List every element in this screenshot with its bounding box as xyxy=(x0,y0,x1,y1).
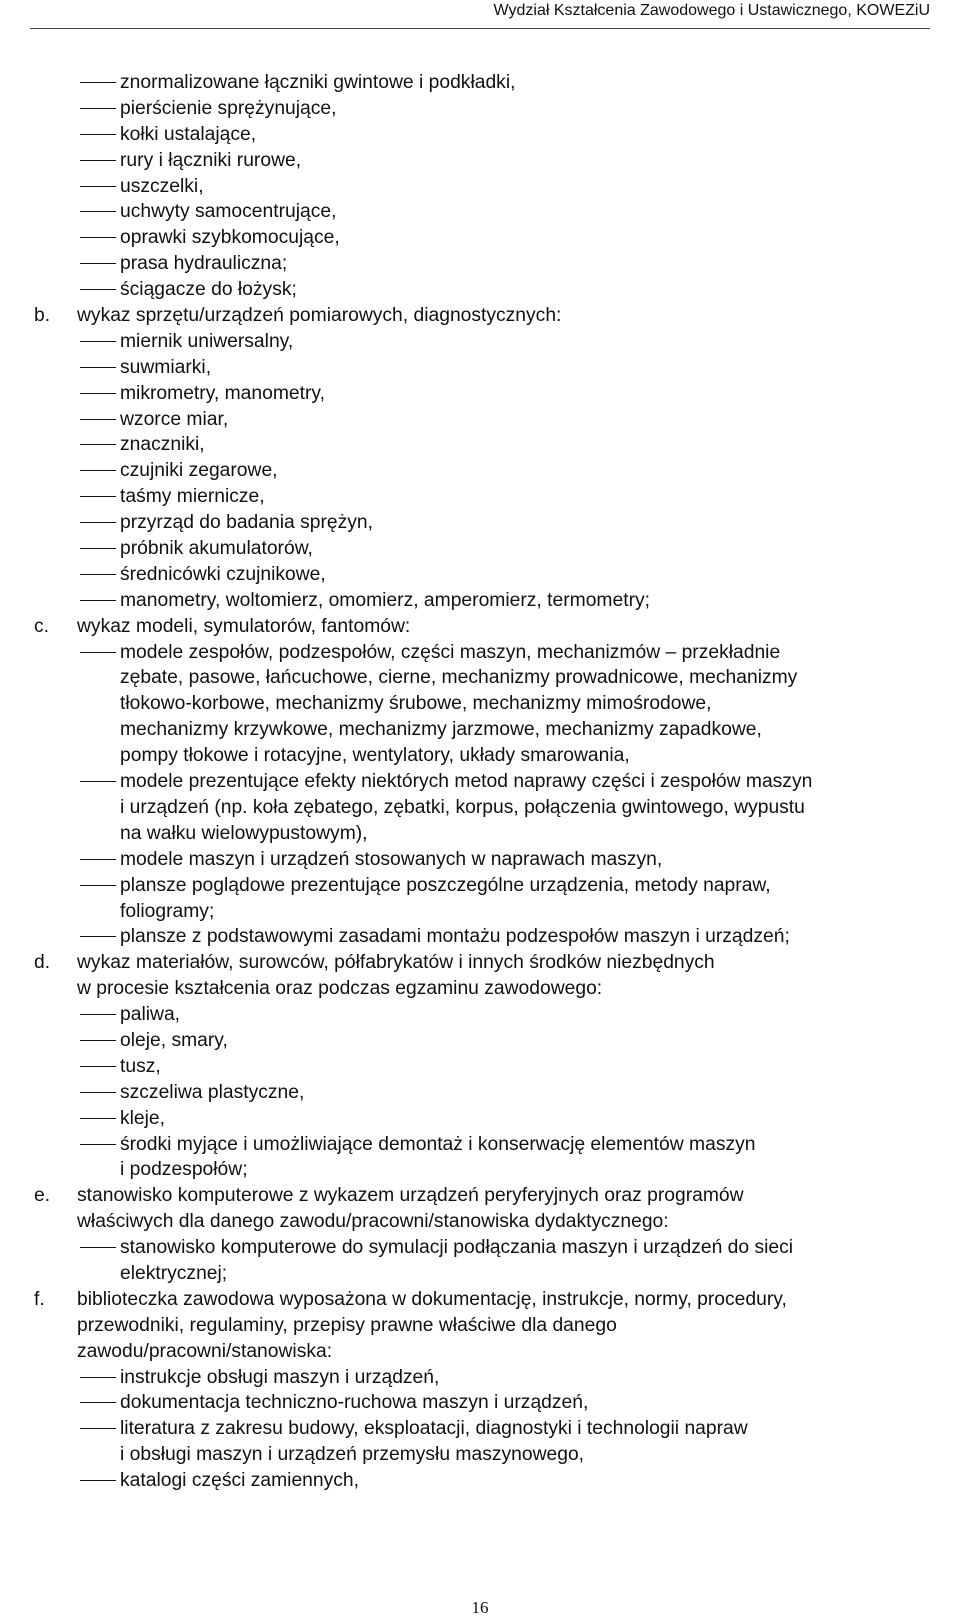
line-text: zębate, pasowe, łańcuchowe, cierne, mechanizmy prowadnicowe, mechanizmy xyxy=(120,667,798,689)
line-text: instrukcje obsługi maszyn i urządzeń, xyxy=(120,1366,440,1388)
bullet-dash xyxy=(80,781,116,782)
list-item xyxy=(0,536,960,562)
bullet-dash xyxy=(80,574,116,575)
line-text: prasa hydrauliczna; xyxy=(120,253,288,275)
bullet-dash xyxy=(80,1040,116,1041)
line-text: modele zespołów, podzespołów, części maszyn, mechanizmów – przekładnie xyxy=(120,641,781,663)
bullet-dash xyxy=(80,859,116,860)
line-text: rury i łączniki rurowe, xyxy=(120,149,302,171)
line-text: środki myjące i umożliwiające demontaż i konserwację elementów maszyn xyxy=(120,1133,756,1155)
bullet-dash xyxy=(80,1428,116,1429)
line-text: plansze poglądowe prezentujące poszczególne urządzenia, metody napraw, xyxy=(120,874,771,896)
list-item xyxy=(0,329,960,355)
section-marker: c. xyxy=(34,615,49,637)
list-item xyxy=(0,148,960,174)
line-text: znaczniki, xyxy=(120,434,205,456)
line-text: miernik uniwersalny, xyxy=(120,330,294,352)
line-text: katalogi części zamiennych, xyxy=(120,1470,359,1492)
bullet-dash xyxy=(80,470,116,471)
list-item xyxy=(0,225,960,251)
line-text: próbnik akumulatorów, xyxy=(120,538,313,560)
list-item-continuation xyxy=(0,821,960,847)
line-text: elektrycznej; xyxy=(120,1262,228,1284)
section-marker: f. xyxy=(34,1288,45,1310)
line-text: literatura z zakresu budowy, eksploatacji, diagnostyki i technologii napraw xyxy=(120,1418,748,1440)
list-item-continuation xyxy=(0,1261,960,1287)
line-text: manometry, woltomierz, omomierz, amperomierz, termometry; xyxy=(120,589,650,611)
line-text: tłokowo-korbowe, mechanizmy śrubowe, mechanizmy mimośrodowe, xyxy=(120,693,712,715)
bullet-dash xyxy=(80,419,116,420)
list-item-continuation xyxy=(0,976,960,1002)
list-item xyxy=(0,122,960,148)
list-item xyxy=(0,1235,960,1261)
section-marker: e. xyxy=(34,1185,51,1207)
line-text: dokumentacja techniczno-ruchowa maszyn i urządzeń, xyxy=(120,1392,589,1414)
line-text: tusz, xyxy=(120,1055,161,1077)
list-item-continuation xyxy=(0,1209,960,1235)
list-item xyxy=(0,174,960,200)
list-item xyxy=(0,1416,960,1442)
bullet-dash xyxy=(80,1480,116,1481)
list-item xyxy=(0,1080,960,1106)
bullet-dash xyxy=(80,444,116,445)
bullet-dash xyxy=(80,1377,116,1378)
line-text: i obsługi maszyn i urządzeń przemysłu maszynowego, xyxy=(120,1444,585,1466)
line-text: średnicówki czujnikowe, xyxy=(120,563,326,585)
list-item xyxy=(0,510,960,536)
line-text: suwmiarki, xyxy=(120,356,212,378)
list-item xyxy=(0,277,960,303)
bullet-dash xyxy=(80,186,116,187)
list-item xyxy=(0,588,960,614)
line-text: przewodniki, regulaminy, przepisy prawne właściwe dla danego xyxy=(77,1314,617,1336)
line-text: mechanizmy krzywkowe, mechanizmy jarzmowe, mechanizmy zapadkowe, xyxy=(120,719,762,741)
line-text: wykaz sprzętu/urządzeń pomiarowych, diagnostycznych: xyxy=(77,305,562,327)
list-item xyxy=(0,924,960,950)
list-item xyxy=(0,873,960,899)
list-item xyxy=(0,407,960,433)
bullet-dash xyxy=(80,263,116,264)
bullet-dash xyxy=(80,367,116,368)
line-text: stanowisko komputerowe z wykazem urządzeń peryferyjnych oraz programów xyxy=(77,1185,744,1207)
list-item xyxy=(0,1054,960,1080)
line-text: właściwych dla danego zawodu/pracowni/stanowiska dydaktycznego: xyxy=(77,1211,669,1233)
line-text: przyrząd do badania sprężyn, xyxy=(120,512,373,534)
line-text: uchwyty samocentrujące, xyxy=(120,201,337,223)
list-item xyxy=(0,1028,960,1054)
list-item xyxy=(0,484,960,510)
bullet-dash xyxy=(80,393,116,394)
list-item xyxy=(0,769,960,795)
list-item xyxy=(0,1365,960,1391)
list-item xyxy=(0,1468,960,1494)
bullet-dash xyxy=(80,522,116,523)
list-item xyxy=(0,381,960,407)
bullet-dash xyxy=(80,82,116,83)
list-item-continuation xyxy=(0,1157,960,1183)
section-heading xyxy=(0,303,960,329)
line-text: czujniki zegarowe, xyxy=(120,460,278,482)
list-item-continuation xyxy=(0,1442,960,1468)
line-text: oleje, smary, xyxy=(120,1029,228,1051)
list-item xyxy=(0,847,960,873)
list-item xyxy=(0,458,960,484)
line-text: i urządzeń (np. koła zębatego, zębatki, korpus, połączenia gwintowego, wypustu xyxy=(120,796,805,818)
line-text: pompy tłokowe i rotacyjne, wentylatory, układy smarowania, xyxy=(120,745,630,767)
line-text: mikrometry, manometry, xyxy=(120,382,325,404)
list-item xyxy=(0,96,960,122)
line-text: na wałku wielowypustowym), xyxy=(120,822,368,844)
list-item-continuation xyxy=(0,899,960,925)
line-text: wzorce miar, xyxy=(120,408,229,430)
line-text: oprawki szybkomocujące, xyxy=(120,227,340,249)
line-text: biblioteczka zawodowa wyposażona w dokumentację, instrukcje, normy, procedury, xyxy=(77,1288,787,1310)
bullet-dash xyxy=(80,1402,116,1403)
list-item xyxy=(0,1106,960,1132)
list-item xyxy=(0,251,960,277)
bullet-dash xyxy=(80,289,116,290)
list-item-continuation xyxy=(0,743,960,769)
line-text: paliwa, xyxy=(120,1004,181,1026)
bullet-dash xyxy=(80,496,116,497)
line-text: ściągacze do łożysk; xyxy=(120,279,297,301)
bullet-dash xyxy=(80,134,116,135)
bullet-dash xyxy=(80,160,116,161)
line-text: plansze z podstawowymi zasadami montażu podzespołów maszyn i urządzeń; xyxy=(120,926,790,948)
page-header: Wydział Kształcenia Zawodowego i Ustawicznego, KOWEZiU xyxy=(493,2,930,19)
bullet-dash xyxy=(80,885,116,886)
bullet-dash xyxy=(80,1247,116,1248)
header-rule xyxy=(30,28,930,29)
line-text: kołki ustalające, xyxy=(120,123,257,145)
line-text: i podzespołów; xyxy=(120,1159,248,1181)
line-text: modele maszyn i urządzeń stosowanych w naprawach maszyn, xyxy=(120,848,663,870)
list-item xyxy=(0,199,960,225)
list-item-continuation xyxy=(0,795,960,821)
bullet-dash xyxy=(80,211,116,212)
line-text: w procesie kształcenia oraz podczas egzaminu zawodowego: xyxy=(77,978,603,1000)
document-body xyxy=(0,70,960,1494)
bullet-dash xyxy=(80,936,116,937)
list-item xyxy=(0,432,960,458)
list-item xyxy=(0,355,960,381)
bullet-dash xyxy=(80,108,116,109)
line-text: szczeliwa plastyczne, xyxy=(120,1081,305,1103)
section-marker: b. xyxy=(34,305,51,327)
line-text: wykaz materiałów, surowców, półfabrykatów i innych środków niezbędnych xyxy=(77,952,715,974)
section-heading xyxy=(0,614,960,640)
line-text: uszczelki, xyxy=(120,175,204,197)
bullet-dash xyxy=(80,600,116,601)
bullet-dash xyxy=(80,652,116,653)
line-text: kleje, xyxy=(120,1107,166,1129)
list-item-continuation xyxy=(0,1313,960,1339)
line-text: pierścienie sprężynujące, xyxy=(120,97,337,119)
bullet-dash xyxy=(80,1066,116,1067)
list-item-continuation xyxy=(0,717,960,743)
list-item xyxy=(0,1002,960,1028)
section-heading xyxy=(0,1183,960,1209)
bullet-dash xyxy=(80,1092,116,1093)
bullet-dash xyxy=(80,1144,116,1145)
line-text: modele prezentujące efekty niektórych metod naprawy części i zespołów maszyn xyxy=(120,771,813,793)
list-item-continuation xyxy=(0,691,960,717)
page-number: 16 xyxy=(471,1598,489,1617)
line-text: foliogramy; xyxy=(120,900,215,922)
bullet-dash xyxy=(80,1014,116,1015)
section-heading xyxy=(0,1287,960,1313)
section-marker: d. xyxy=(34,952,51,974)
list-item xyxy=(0,70,960,96)
line-text: znormalizowane łączniki gwintowe i podkładki, xyxy=(120,72,516,93)
line-text: zawodu/pracowni/stanowiska: xyxy=(77,1340,333,1362)
list-item-continuation xyxy=(0,665,960,691)
line-text: wykaz modeli, symulatorów, fantomów: xyxy=(77,615,411,637)
section-heading xyxy=(0,950,960,976)
list-item xyxy=(0,562,960,588)
bullet-dash xyxy=(80,548,116,549)
list-item xyxy=(0,640,960,666)
list-item xyxy=(0,1390,960,1416)
line-text: stanowisko komputerowe do symulacji podłączania maszyn i urządzeń do sieci xyxy=(120,1237,794,1259)
bullet-dash xyxy=(80,341,116,342)
bullet-dash xyxy=(80,237,116,238)
list-item-continuation xyxy=(0,1339,960,1365)
list-item xyxy=(0,1132,960,1158)
bullet-dash xyxy=(80,1118,116,1119)
line-text: taśmy miernicze, xyxy=(120,486,265,508)
